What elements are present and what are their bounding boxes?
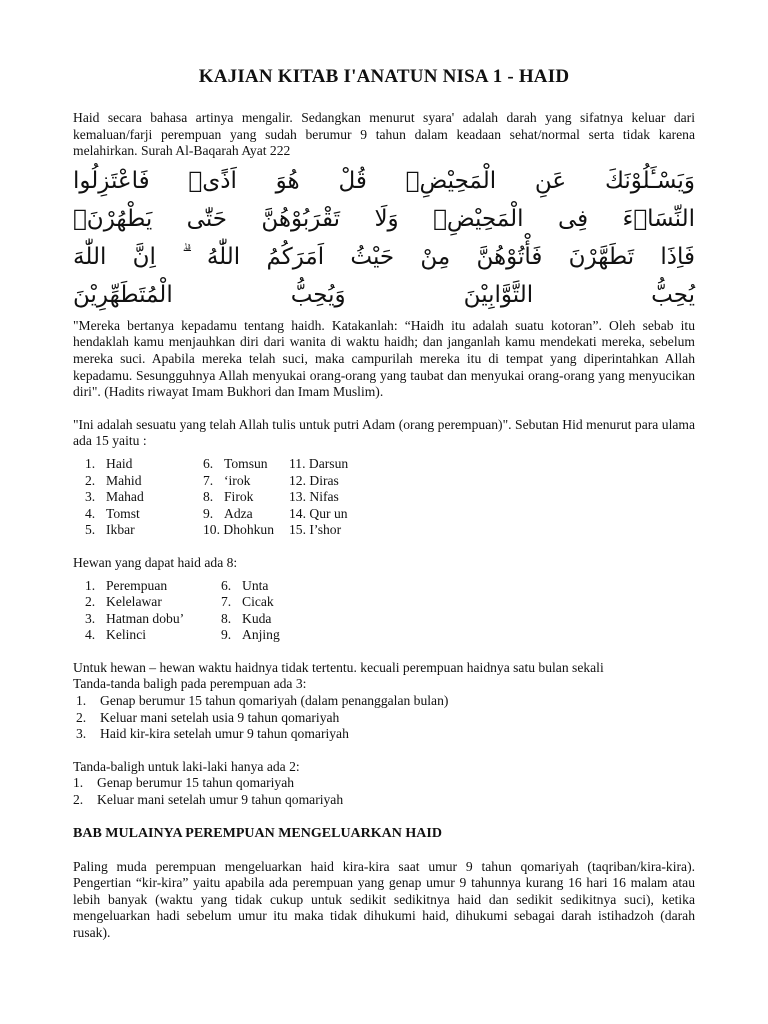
list-item: 7. Cicak <box>221 594 274 610</box>
names-list <box>85 456 695 539</box>
male-signs-list <box>73 775 695 808</box>
list-item: 1. Perempuan <box>85 577 168 593</box>
list-item: 4. Kelinci <box>85 627 147 643</box>
list-item: 3. Haid kir-kira setelah umur 9 tahun qomariyah <box>76 726 349 742</box>
list-item: 9. Adza <box>203 505 253 521</box>
list-item: 5. Ikbar <box>85 522 135 538</box>
translation-paragraph: "Mereka bertanya kepadamu tentang haidh. Katakanlah: “Haidh itu adalah suatu kotoran”. Oleh sebab itu hendaklah kamu menjauhkan diri dari wanita di waktu haidh; dan janganlah kamu mendekati mereka, sebelum mereka suci. Apabila mereka telah suci, maka campurilah mereka itu di tempat yang diperintahkan Allah kepadamu. Sesungguhnya Allah menyukai orang-orang yang taubat dan menyukai orang-orang yang menyucikan diri". (Hadits riwayat Imam Bukhori dan Imam Muslim). <box>73 317 695 400</box>
section-body: Paling muda perempuan mengeluarkan haid kira-kira saat umur 9 tahun qomariyah (taqriban/kira-kira). Pengertian “kir-kira” yaitu apabila ada perempuan yang genap umur 9 tahunnya kurang 16 hari 16 malam atau lebih banyak (waktu yang tidak cukup untuk sedikit sedikitnya haid dan sedikit sedikitnya suci), ketika mengeluarkan hadi sebelum umur itu maka tidak dihukumi haid, dihukumi sebagai darah istihadzoh (darah rusak). <box>73 858 695 940</box>
list-item: 1. Genap berumur 15 tahun qomariyah (dalam penanggalan bulan) <box>76 693 449 709</box>
list-item: 1. Genap berumur 15 tahun qomariyah <box>73 775 295 791</box>
names-intro: "Ini adalah sesuatu yang telah Allah tulis untuk putri Adam (orang perempuan)". Sebutan Hid menurut para ulama ada 15 yaitu : <box>73 416 695 449</box>
animals-note: Untuk hewan – hewan waktu haidnya tidak tertentu. kecuali perempuan haidnya satu bulan sekali <box>73 659 604 675</box>
male-signs-intro: Tanda-baligh untuk laki-laki hanya ada 2: <box>73 758 300 774</box>
list-item: 8. Kuda <box>221 610 272 626</box>
arabic-verse <box>73 162 695 314</box>
list-item: 3. Mahad <box>85 489 144 505</box>
list-item: 2. Kelelawar <box>85 594 162 610</box>
female-signs-intro: Tanda-tanda baligh pada perempuan ada 3: <box>73 676 307 692</box>
list-item: 11. Darsun <box>289 455 349 471</box>
list-item: 12. Diras <box>289 472 339 488</box>
list-item: 6. Unta <box>221 577 269 593</box>
list-item: 10. Dhohkun <box>203 522 275 538</box>
list-item: 3. Hatman dobu’ <box>85 610 185 626</box>
list-item: 9. Anjing <box>221 627 280 643</box>
list-item: 14. Qur un <box>289 505 348 521</box>
arabic-line-1: وَيَسْـَٔلُوْنَكَ عَنِ الْمَحِيْضِۗ قُلْ هُوَ اَذًىۙ فَاعْتَزِلُوا <box>73 167 695 194</box>
animals-list <box>85 578 695 644</box>
arabic-line-4: يُحِبُّ التَّوَّابِيْنَ وَيُحِبُّ الْمُتَطَهِّرِيْنَ <box>73 281 695 308</box>
list-item: 2. Keluar mani setelah umur 9 tahun qomariyah <box>73 792 344 808</box>
intro-paragraph: Haid secara bahasa artinya mengalir. Sedangkan menurut syara' adalah darah yang sifatnya keluar dari kemaluan/farji perempuan yang sudah berumur 9 tahun dalam keadaan sehat/normal serta tidak karena melahirkan. Surah Al-Baqarah Ayat 222 <box>73 110 695 159</box>
list-item: 2. Mahid <box>85 472 142 488</box>
list-item: 2. Keluar mani setelah usia 9 tahun qomariyah <box>76 709 340 725</box>
list-item: 7. ‘irok <box>203 472 251 488</box>
list-item: 8. Firok <box>203 489 254 505</box>
list-item: 1. Haid <box>85 455 133 471</box>
arabic-line-3: فَاِذَا تَطَهَّرْنَ فَأْتُوْهُنَّ مِنْ حَيْثُ اَمَرَكُمُ اللّٰهُ ۗ اِنَّ اللّٰهَ <box>73 243 695 270</box>
list-item: 6. Tomsun <box>203 455 268 471</box>
list-item: 15. I’shor <box>289 522 342 538</box>
list-item: 4. Tomst <box>85 505 140 521</box>
arabic-line-2: النِّسَاۤءَ فِى الْمَحِيْضِۙ وَلَا تَقْرَبُوْهُنَّ حَتّٰى يَطْهُرْنَۚ <box>73 205 695 232</box>
female-signs-list <box>73 693 695 743</box>
animals-intro: Hewan yang dapat haid ada 8: <box>73 554 238 570</box>
list-item: 13. Nifas <box>289 489 339 505</box>
document-title: KAJIAN KITAB I'ANATUN NISA 1 - HAID <box>198 66 570 87</box>
section-heading: BAB MULAINYA PEREMPUAN MENGELUARKAN HAID <box>73 825 442 841</box>
